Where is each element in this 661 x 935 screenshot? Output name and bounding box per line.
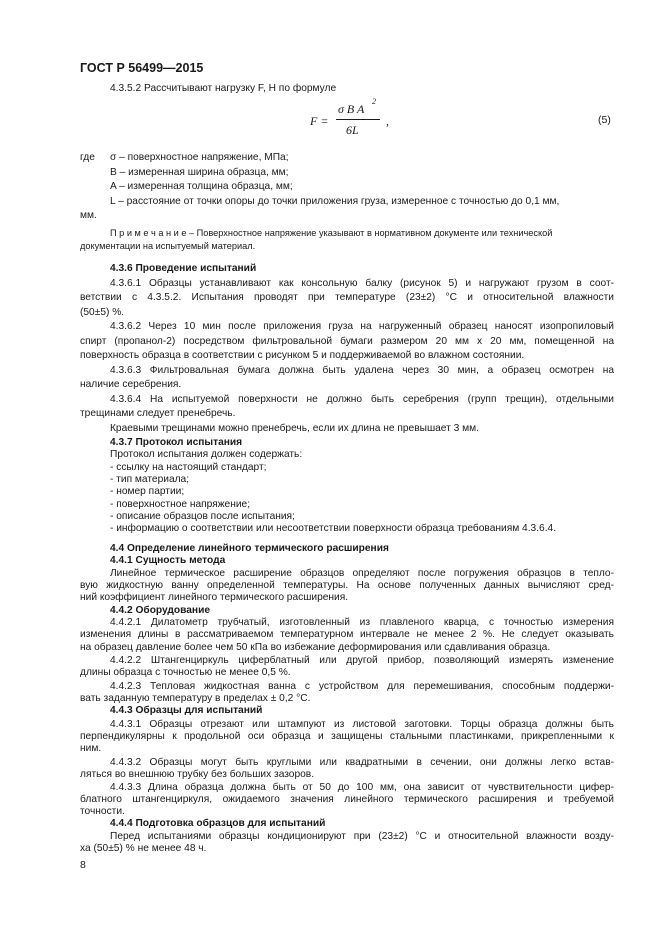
subsection-title: 4.4.2 Оборудование [110,604,210,616]
paragraph-line: 4.4.2.1 Дилатометр трубчатый, изготовленный из плавленого кварца, с точностью измерения [110,616,614,628]
list-item: - ссылку на настоящий стандарт; [110,461,267,473]
paragraph-line: 4.4.3.3 Длина образца должна быть от 50 до 100 мм, она зависит от чувствительности цифер- [110,781,614,793]
formula-5 [310,97,406,138]
paragraph-line: точности. [80,806,125,818]
paragraph-line: на образец давление более чем 50 кПа во избежание деформирования или сдавливания образца. [80,641,551,653]
paragraph-line: Перед испытаниями образцы кондиционируют при (23±2) °С и относительной влажности возду- [110,830,614,842]
paragraph-line: Краевыми трещинами можно пренебречь, если их длина не превышает 3 мм. [110,422,479,434]
paragraph-line: длины образца с точностью не менее 0,5 %. [80,667,291,679]
paragraph-line: ний коэффициент линейного термического расширения. [80,592,349,604]
formula-lhs: F = [310,114,329,128]
formula-numerator: σ B A [338,102,365,116]
paragraph-line: (50±5) %. [80,306,125,318]
where-line: σ – поверхностное напряжение, МПа; [110,152,289,163]
where-line: A – измеренная толщина образца, мм; [110,181,293,192]
paragraph-line: 4.3.6.1 Образцы устанавливают как консольную балку (рисунок 5) и нагружают грузом в соот- [110,277,614,289]
document-header: ГОСТ Р 56499—2015 [80,61,204,75]
paragraph-line: Протокол испытания должен содержать: [110,449,303,461]
paragraph-line: Линейное термическое расширение образцов определяют после погружения образцов в тепло- [110,567,614,579]
paragraph-line: 4.3.6.2 Через 10 мин после приложения груза на нагруженный образец наносят изопропиловый [110,321,614,332]
where-line: L – расстояние от точки опоры до точки приложения груза, измеренное с точностью до 0,1 мм, [110,195,560,207]
where-line: мм. [80,210,97,221]
page-number: 8 [80,859,86,871]
note-line: документации на испытуемый материал. [80,241,256,251]
subsection-title: 4.4.3 Образцы для испытаний [110,705,263,717]
paragraph-line: ха (50±5) % не менее 48 ч. [80,843,207,854]
paragraph-line: ляться во внешнюю трубку без больших зазоров. [80,769,315,781]
paragraph-line: вать заданную температуру в пределах ± 0,2 °С. [80,692,311,704]
formula-denominator: 6L [346,123,359,137]
paragraph-line: 4.4.2.3 Тепловая жидкостная ванна с устройством для перемешивания, способным поддержи- [110,680,614,692]
formula-trail: , [386,114,389,128]
formula-intro: 4.3.5.2 Рассчитывают нагрузку F, Н по формуле [110,83,337,94]
paragraph-line: поверхность образца в соответствии с рисунком 5 и поддерживаемой во влажном состоянии. [80,350,525,361]
paragraph-line: изменения длины в рассматриваемом температурном интервале не менее 2 %. Не следует оказывать [80,629,614,641]
paragraph-line: ним. [80,743,102,755]
where-label: где [80,152,95,163]
paragraph-line: 4.3.6.3 Фильтровальная бумага должна быть удалена через 30 мин, а образец осмотрен на [110,364,614,376]
paragraph-line: трещинами следует пренебречь. [80,408,236,419]
paragraph-line: наличие серебрения. [80,379,182,390]
paragraph-line: 4.4.2.2 Штангенциркуль циферблатный или другой прибор, позволяющий измерять изменение [110,655,614,667]
list-item: - информацию о соответствии или несоответствии поверхности образца требованиям 4.3.6.4. [110,523,557,535]
paragraph-line: ветствии с 4.3.5.2. Испытания проводят при температуре (23±2) °С и относительной влажности [80,292,614,303]
note-line: П р и м е ч а н и е – Поверхностное напряжение указывают в нормативном документе или технической [110,228,553,238]
list-item: - описание образцов после испытания; [110,510,295,522]
section-title: 4.4 Определение линейного термического расширения [110,543,389,555]
list-item: - поверхностное напряжение; [110,498,251,510]
formula-number: (5) [598,114,611,126]
where-line: B – измеренная ширина образца, мм; [110,166,289,178]
paragraph-line: вую жидкостную ванну определенной температуры. На основе полученных данных вычисляют сред- [80,580,614,591]
section-title: 4.3.7 Протокол испытания [110,437,243,448]
list-item: - номер партии; [110,486,185,498]
subsection-title: 4.4.4 Подготовка образцов для испытаний [110,818,326,830]
subsection-title: 4.4.1 Сущность метода [110,555,226,567]
paragraph-line: перпендикулярны к продольной оси образца и защищены стальными пластинками, прикрепленными к [80,731,614,742]
list-item: - тип материала; [110,473,190,485]
paragraph-line: 4.4.3.2 Образцы могут быть круглыми или квадратными в сечении, они должны легко встав- [110,756,614,768]
formula-exponent: 2 [372,97,376,106]
paragraph-line: блатного штангенциркуля, ожидаемого значения линейного термического расширения и требуемой [80,793,614,805]
section-title: 4.3.6 Проведение испытаний [110,263,257,274]
paragraph-line: 4.4.3.1 Образцы отрезают или штампуют из листовой заготовки. Торцы образца должны быть [110,718,614,730]
fraction-bar [336,119,380,120]
paragraph-line: 4.3.6.4 На испытуемой поверхности не должно быть серебрения (групп трещин), отдельными [110,393,614,405]
paragraph-line: спирт (пропанол-2) посредством фильтровальной бумаги размером 20 мм х 20 мм, помещенной на [80,335,614,347]
